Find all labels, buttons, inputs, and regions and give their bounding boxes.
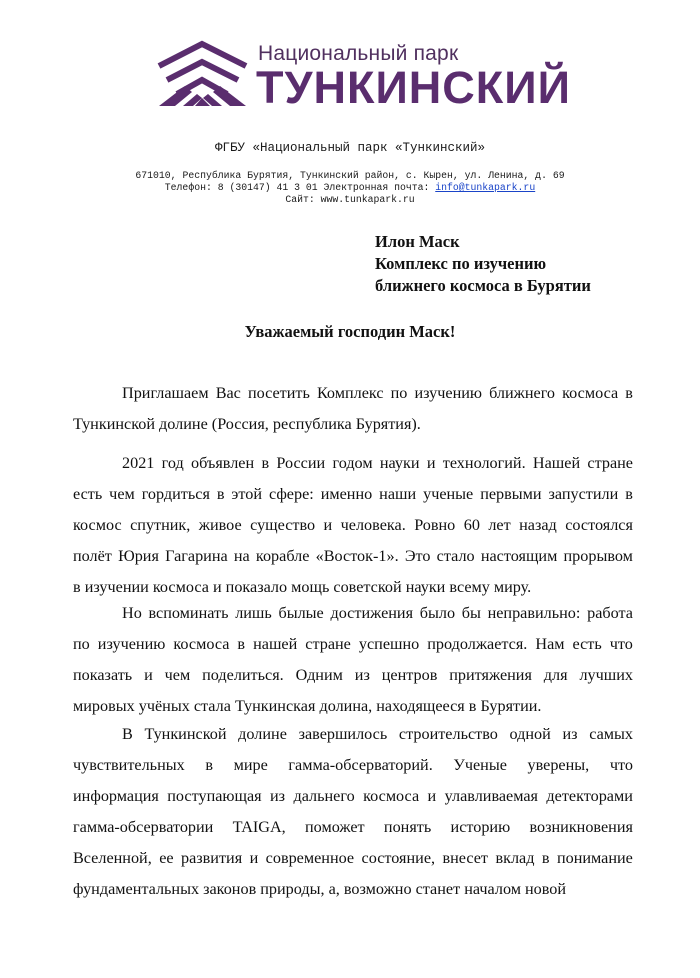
word: объявлен bbox=[191, 454, 255, 472]
word: одной bbox=[509, 725, 551, 743]
word: живое bbox=[198, 516, 242, 534]
word: годом bbox=[332, 454, 373, 472]
word: этой bbox=[231, 485, 262, 503]
word: современное bbox=[265, 849, 355, 867]
word: Приглашаем bbox=[122, 384, 209, 402]
greeting: Уважаемый господин Маск! bbox=[244, 322, 456, 341]
word: ее bbox=[159, 849, 174, 867]
text-line bbox=[73, 843, 633, 874]
email-link[interactable]: info@tunkapark.ru bbox=[435, 182, 536, 193]
word: В bbox=[122, 725, 133, 743]
word: чувствительных bbox=[73, 756, 185, 774]
text-line bbox=[73, 479, 633, 510]
word: в bbox=[625, 384, 633, 402]
word: корабле bbox=[255, 547, 310, 565]
word: вспоминать bbox=[148, 604, 229, 622]
word: было bbox=[419, 604, 456, 622]
paragraph-3 bbox=[73, 598, 633, 722]
word: 2021 bbox=[122, 454, 155, 472]
word: человека. bbox=[340, 516, 406, 534]
paragraph-1 bbox=[73, 378, 633, 440]
org-contacts bbox=[0, 182, 700, 193]
word: информация bbox=[73, 787, 159, 805]
word: Нашей bbox=[532, 454, 581, 472]
word: показать bbox=[73, 666, 133, 684]
word: чем bbox=[109, 485, 135, 503]
word: есть bbox=[572, 635, 602, 653]
word: в bbox=[205, 756, 213, 774]
word: понимание bbox=[556, 849, 633, 867]
word: есть bbox=[73, 485, 103, 503]
phone-text: Телефон: 8 (30147) 41 3 01 Электронная почта: bbox=[164, 182, 430, 193]
word: Вселенной, bbox=[73, 849, 152, 867]
word: из bbox=[270, 787, 286, 805]
word: долине bbox=[238, 725, 287, 743]
word: космос bbox=[73, 516, 122, 534]
text-line bbox=[73, 660, 633, 691]
word: успешно bbox=[358, 635, 420, 653]
word: России bbox=[276, 454, 326, 472]
word: Одним bbox=[295, 666, 343, 684]
word: наши bbox=[379, 485, 417, 503]
word: прорывом bbox=[563, 547, 633, 565]
word: строительство bbox=[398, 725, 498, 743]
word: науки bbox=[379, 454, 420, 472]
word: достижения bbox=[330, 604, 414, 622]
word: космоса bbox=[562, 384, 619, 402]
word: Ученые bbox=[453, 756, 507, 774]
word: завершилось bbox=[298, 725, 388, 743]
word: Но bbox=[122, 604, 142, 622]
word: настоящим bbox=[480, 547, 558, 565]
org-name: ФГБУ «Национальный парк «Тункинский» bbox=[214, 141, 486, 155]
word: полёт bbox=[73, 547, 112, 565]
word: Вас bbox=[215, 384, 241, 402]
word: год bbox=[161, 454, 184, 472]
word: первыми bbox=[480, 485, 542, 503]
word: и bbox=[426, 454, 436, 472]
text-line bbox=[73, 629, 633, 660]
word: гордиться bbox=[141, 485, 210, 503]
word: Ровно bbox=[414, 516, 456, 534]
paragraph-4 bbox=[73, 719, 633, 905]
text-line bbox=[73, 598, 633, 629]
word: историю bbox=[450, 818, 511, 836]
word: из bbox=[562, 725, 578, 743]
word: стране bbox=[587, 454, 633, 472]
text-line bbox=[73, 510, 633, 541]
org-site: Сайт: www.tunkapark.ru bbox=[285, 194, 415, 205]
word: неправильно: bbox=[487, 604, 581, 622]
word: в bbox=[625, 485, 633, 503]
logo-name: ТУНКИНСКИЙ bbox=[256, 62, 571, 113]
word: Тункинской bbox=[144, 725, 227, 743]
word: именно bbox=[320, 485, 373, 503]
word: в bbox=[261, 454, 270, 472]
word: уверены, bbox=[527, 756, 590, 774]
word: гамма-обсерватории bbox=[73, 818, 214, 836]
word: внесет bbox=[442, 849, 489, 867]
word: из bbox=[354, 666, 370, 684]
word: по bbox=[73, 635, 90, 653]
word: Юрия bbox=[118, 547, 159, 565]
text-line bbox=[73, 750, 633, 781]
word: лишь bbox=[235, 604, 272, 622]
word: дальнего bbox=[293, 787, 355, 805]
word: стало bbox=[436, 547, 475, 565]
word: и bbox=[144, 666, 153, 684]
word: и bbox=[427, 787, 437, 805]
word: центров bbox=[381, 666, 438, 684]
word: самых bbox=[589, 725, 633, 743]
word: изучению bbox=[414, 384, 483, 402]
word: существо bbox=[250, 516, 316, 534]
logo bbox=[155, 40, 575, 113]
word: спутник, bbox=[130, 516, 191, 534]
word: Нам bbox=[535, 635, 565, 653]
word: состояние, bbox=[361, 849, 436, 867]
text-line bbox=[73, 719, 633, 750]
word: понять bbox=[383, 818, 432, 836]
word: мире bbox=[233, 756, 268, 774]
word: былые bbox=[278, 604, 324, 622]
word: в bbox=[237, 635, 246, 653]
word: улавливаемая bbox=[444, 787, 539, 805]
word: сфере: bbox=[268, 485, 314, 503]
word: состоялся bbox=[565, 516, 633, 534]
word: «Восток-1». bbox=[315, 547, 399, 565]
text-line: в изучении космоса и показало мощь советской науки всему миру. bbox=[73, 578, 532, 596]
word: возникновения bbox=[529, 818, 633, 836]
word: и bbox=[323, 516, 333, 534]
word: лучших bbox=[579, 666, 633, 684]
text-line: фундаментальных законов природы, а, возможно станет началом новой bbox=[73, 880, 567, 898]
word: вклад bbox=[495, 849, 535, 867]
text-line bbox=[73, 448, 633, 479]
word: лет bbox=[488, 516, 511, 534]
word: Гагарина bbox=[165, 547, 228, 565]
addressee-line: ближнего космоса в Бурятии bbox=[375, 276, 591, 295]
paragraph-2 bbox=[73, 448, 633, 603]
word: изучению bbox=[97, 635, 166, 653]
addressee-name: Илон Маск bbox=[375, 232, 460, 251]
word: детекторами bbox=[546, 787, 633, 805]
park-logo-icon bbox=[155, 40, 250, 110]
word: работа bbox=[587, 604, 633, 622]
logo-subtitle: Национальный парк bbox=[258, 42, 459, 65]
word: космоса bbox=[173, 635, 230, 653]
word: гамма-обсерваторий. bbox=[288, 756, 433, 774]
word: и bbox=[249, 849, 259, 867]
word: назад bbox=[519, 516, 557, 534]
text-line bbox=[73, 541, 633, 572]
word: что bbox=[609, 635, 633, 653]
word: ближнего bbox=[489, 384, 556, 402]
word: по bbox=[390, 384, 408, 402]
word: поделиться. bbox=[202, 666, 284, 684]
word: развития bbox=[180, 849, 243, 867]
word: что bbox=[609, 756, 633, 774]
word: поможет bbox=[305, 818, 365, 836]
word: поступающая bbox=[167, 787, 262, 805]
text-line bbox=[73, 781, 633, 812]
word: бы bbox=[461, 604, 481, 622]
text-line: мировых учёных стала Тункинская долина, находящееся в Бурятии. bbox=[73, 697, 542, 715]
word: TAIGA, bbox=[232, 818, 286, 836]
word: на bbox=[233, 547, 250, 565]
word: технологий. bbox=[442, 454, 526, 472]
word: Комплекс bbox=[316, 384, 384, 402]
text-line bbox=[73, 812, 633, 843]
addressee-block bbox=[375, 231, 591, 297]
text-line: Тункинской долине (Россия, республика Бурятия). bbox=[73, 415, 421, 433]
word: ученые bbox=[423, 485, 474, 503]
word: в bbox=[541, 849, 550, 867]
text-line bbox=[73, 378, 633, 409]
addressee-line: Комплекс по изучению bbox=[375, 254, 547, 273]
org-address: 671010, Республика Бурятия, Тункинский район, с. Кырен, ул. Ленина, д. 69 bbox=[135, 170, 565, 181]
word: стране bbox=[305, 635, 351, 653]
word: чем bbox=[164, 666, 191, 684]
word: продолжается. bbox=[427, 635, 528, 653]
word: 60 bbox=[463, 516, 480, 534]
word: в bbox=[216, 485, 225, 503]
word: притяжения bbox=[449, 666, 532, 684]
word: нашей bbox=[253, 635, 298, 653]
word: запустили bbox=[548, 485, 619, 503]
word: Это bbox=[404, 547, 431, 565]
word: космоса bbox=[363, 787, 420, 805]
word: посетить bbox=[247, 384, 310, 402]
word: для bbox=[543, 666, 568, 684]
